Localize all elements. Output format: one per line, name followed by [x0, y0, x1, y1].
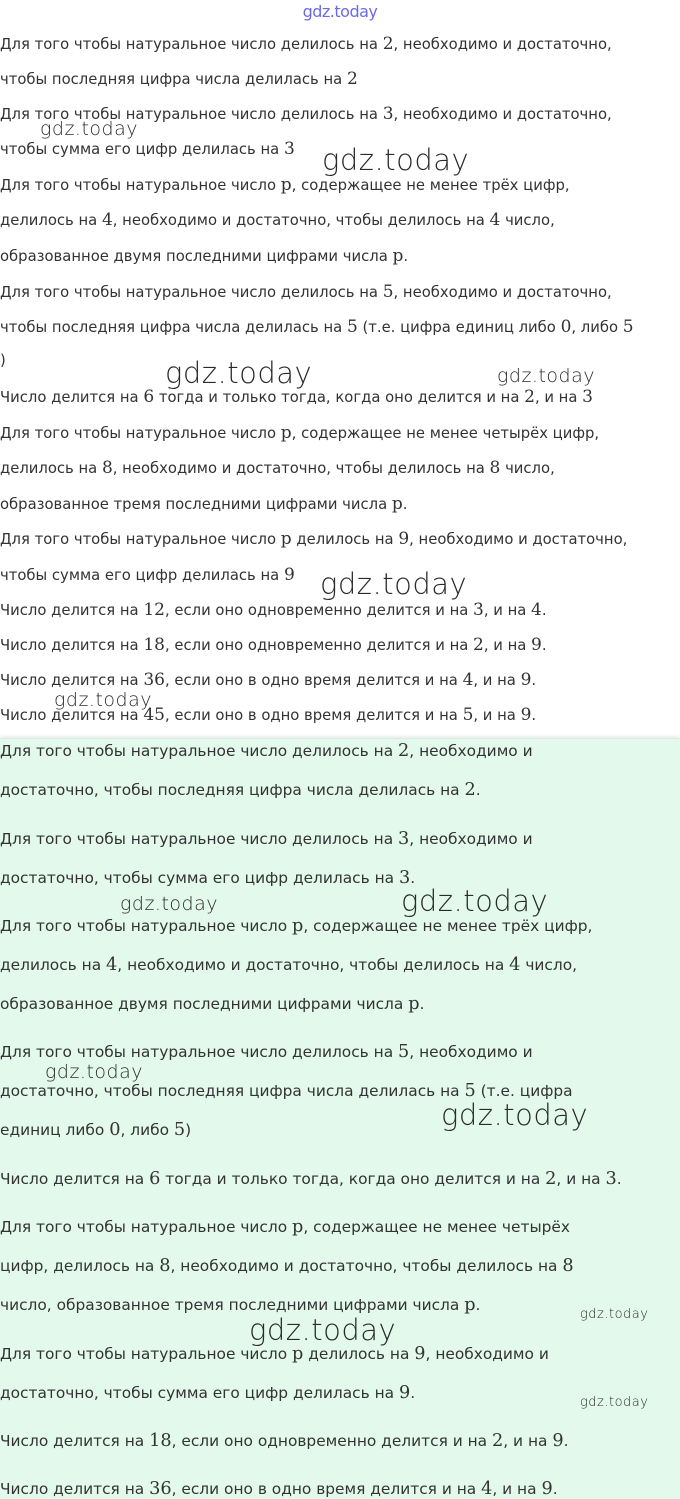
rule-text: .	[410, 1384, 416, 1402]
rule-line	[0, 1295, 480, 1315]
rule-text: , и на	[556, 1170, 606, 1188]
rule-line	[0, 104, 612, 124]
rule-text: , и на	[483, 602, 532, 619]
rule-line	[0, 670, 536, 690]
watermark: gdz.today	[580, 1395, 649, 1410]
rule-text: тогда и только тогда, когда оно делится и на	[154, 389, 525, 406]
rule-text: достаточно, чтобы сумма его цифр делилась на	[0, 869, 399, 887]
math-symbol: 0	[109, 1120, 121, 1140]
rule-line	[0, 994, 424, 1014]
rule-text: , если оно одновременно делится и на	[164, 602, 474, 619]
math-symbol: p	[292, 1344, 304, 1364]
rule-text: , если оно в одно время делится и на	[164, 672, 463, 689]
rule-text: , необходимо и достаточно, чтобы делилось на	[112, 460, 490, 477]
rule-text: образованное двумя последними цифрами числа	[0, 995, 409, 1013]
math-symbol: 2	[346, 69, 358, 89]
rule-text: единиц либо	[0, 1121, 110, 1139]
rule-text: Для того чтобы натуральное число	[0, 1345, 293, 1363]
rule-text: )	[0, 352, 6, 369]
rule-text: Для того чтобы натуральное число	[0, 917, 293, 935]
watermark: gdz.today	[40, 118, 138, 140]
rule-text: Для того чтобы натуральное число	[0, 177, 281, 194]
rule-line	[0, 1042, 533, 1062]
math-symbol: 3	[398, 868, 411, 888]
rule-text: Для того чтобы натуральное число делилось на	[0, 284, 383, 301]
rule-line	[0, 829, 533, 849]
rule-text: , и на	[534, 389, 583, 406]
rule-text: делилось на	[0, 956, 107, 974]
math-symbol: 4	[462, 670, 474, 690]
watermark: gdz.today	[249, 1313, 397, 1347]
rule-text: , и на	[492, 1480, 542, 1498]
rule-text: (т.е. цифра единиц либо	[357, 319, 561, 336]
rule-text: Число делится на	[0, 672, 144, 689]
rule-text: чтобы сумма его цифр делилась на	[0, 141, 284, 158]
math-symbol: 9	[283, 565, 295, 585]
rule-text: .	[552, 1480, 558, 1498]
math-symbol: p	[280, 529, 292, 549]
math-symbol: 9	[398, 1383, 411, 1403]
rule-text: .	[475, 781, 481, 799]
watermark: gdz.today	[45, 1061, 143, 1083]
rule-text: Для того чтобы натуральное число делилось на	[0, 36, 383, 53]
math-symbol: 5	[398, 1042, 410, 1062]
math-symbol: 4	[509, 955, 521, 975]
rule-line	[0, 246, 408, 266]
rule-text: .	[616, 1170, 622, 1188]
math-symbol: 9	[414, 1344, 426, 1364]
rule-text: .	[541, 602, 547, 619]
rule-line	[0, 210, 555, 230]
rule-line	[0, 955, 577, 975]
watermark: gdz.today	[401, 884, 549, 918]
math-symbol: 2	[398, 741, 410, 761]
math-symbol: 9	[531, 635, 542, 655]
math-symbol: 0	[560, 317, 572, 337]
math-symbol: 4	[481, 1479, 493, 1499]
rule-text: , необходимо и	[425, 1345, 549, 1363]
rule-text: , необходимо и достаточно,	[393, 106, 612, 123]
rule-text: , если оно одновременно делится и на	[164, 637, 474, 654]
math-symbol: 2	[545, 1169, 557, 1189]
rule-text: делилось на	[0, 212, 102, 229]
math-symbol: 3	[382, 104, 394, 124]
math-symbol: 36	[143, 670, 165, 690]
math-symbol: 9	[520, 670, 532, 690]
rule-text: Для того чтобы натуральное число делилось на	[0, 830, 399, 848]
watermark: gdz.today	[165, 356, 313, 390]
rule-text: .	[419, 995, 425, 1013]
math-symbol: 8	[562, 1256, 574, 1276]
rule-line	[0, 34, 612, 54]
rule-text: , и на	[473, 672, 521, 689]
math-symbol: 4	[106, 955, 118, 975]
rule-text: число,	[500, 460, 555, 477]
math-symbol: p	[391, 494, 403, 514]
math-symbol: 12	[143, 600, 165, 620]
math-symbol: 36	[149, 1479, 172, 1499]
rule-text: , содержащее не менее трёх цифр,	[303, 917, 593, 935]
rule-line	[0, 565, 295, 585]
rule-text: достаточно, чтобы сумма его цифр делилась на	[0, 1384, 399, 1402]
math-symbol: p	[408, 994, 420, 1014]
math-symbol: p	[280, 423, 292, 443]
rule-text: достаточно, чтобы последняя цифра числа делилась на	[0, 781, 465, 799]
math-symbol: 2	[464, 780, 476, 800]
rule-line	[0, 916, 592, 936]
math-symbol: 2	[473, 635, 484, 655]
rule-text: , и на	[503, 1432, 553, 1450]
rule-text: )	[185, 1121, 192, 1139]
rule-line	[0, 1383, 415, 1403]
math-symbol: 9	[398, 529, 410, 549]
rule-text: чтобы последняя цифра числа делилась на	[0, 319, 347, 336]
rule-text: Для того чтобы натуральное число делилось на	[0, 106, 383, 123]
rule-text: , и на	[483, 637, 532, 654]
math-symbol: 8	[101, 458, 113, 478]
rule-line	[0, 780, 481, 800]
site-brand[interactable]: gdz.today	[302, 2, 378, 21]
rule-text: .	[541, 637, 547, 654]
rule-text: Для того чтобы натуральное число	[0, 1218, 293, 1236]
math-symbol: 9	[552, 1431, 564, 1451]
rule-line	[0, 1120, 191, 1140]
rule-text: делилось на	[303, 1345, 415, 1363]
rule-text: делилось на	[291, 531, 399, 548]
rule-text: тогда и только тогда, когда оно делится и на	[160, 1170, 546, 1188]
rule-text: , необходимо и достаточно,	[409, 531, 628, 548]
math-symbol: 8	[489, 458, 501, 478]
math-symbol: 45	[143, 705, 165, 725]
math-symbol: 5	[462, 705, 474, 725]
rule-line	[0, 352, 6, 369]
rule-line	[0, 1169, 622, 1189]
rule-line	[0, 741, 533, 761]
math-symbol: 2	[524, 387, 535, 407]
watermark: gdz.today	[120, 893, 218, 915]
math-symbol: 3	[582, 387, 593, 407]
watermark: gdz.today	[54, 689, 152, 711]
rule-text: , либо	[120, 1121, 174, 1139]
rule-text: , и на	[473, 707, 521, 724]
rule-line	[0, 1431, 569, 1451]
math-symbol: 9	[520, 705, 532, 725]
rule-text: число, образованное тремя последними цифрами числа	[0, 1296, 465, 1314]
math-symbol: 6	[143, 387, 155, 407]
math-symbol: 4	[489, 210, 501, 230]
math-symbol: 5	[464, 1081, 476, 1101]
watermark: gdz.today	[497, 365, 595, 387]
rule-line	[0, 1344, 549, 1364]
rule-text: образованное двумя последними цифрами числа	[0, 248, 393, 265]
math-symbol: 3	[605, 1169, 617, 1189]
math-symbol: 5	[346, 317, 358, 337]
watermark: gdz.today	[322, 143, 470, 177]
rule-line	[0, 600, 547, 620]
rule-text: , если оно в одно время делится и на	[171, 1480, 482, 1498]
rule-text: Для того чтобы натуральное число	[0, 531, 281, 548]
rule-text: чтобы сумма его цифр делилась на	[0, 567, 284, 584]
rule-line	[0, 529, 627, 549]
math-symbol: p	[292, 916, 304, 936]
rule-line	[0, 1256, 574, 1276]
math-symbol: p	[392, 246, 404, 266]
math-symbol: p	[292, 1217, 304, 1237]
math-symbol: 4	[531, 600, 542, 620]
rule-line	[0, 282, 612, 302]
math-symbol: 2	[382, 34, 394, 54]
rule-line	[0, 494, 408, 514]
math-symbol: 18	[149, 1431, 172, 1451]
math-symbol: p	[280, 175, 292, 195]
rule-line	[0, 317, 634, 337]
math-symbol: 6	[149, 1169, 161, 1189]
rule-text: Число делится на	[0, 602, 144, 619]
rule-text: Число делится на	[0, 637, 144, 654]
watermark: gdz.today	[580, 1307, 649, 1322]
rule-text: .	[563, 1432, 569, 1450]
rule-text: число,	[500, 212, 555, 229]
rule-line	[0, 635, 547, 655]
math-symbol: 3	[473, 600, 484, 620]
rule-text: , необходимо и	[409, 742, 533, 760]
rule-text: , необходимо и	[409, 830, 533, 848]
rule-line	[0, 69, 358, 89]
rule-text: .	[403, 248, 409, 265]
divisibility-rules-solution	[0, 738, 680, 1499]
rule-text: Число делится на	[0, 1170, 150, 1188]
rule-text: чтобы последняя цифра числа делилась на	[0, 71, 347, 88]
rule-line	[0, 387, 593, 407]
math-symbol: 8	[159, 1256, 171, 1276]
math-symbol: 3	[283, 139, 295, 159]
math-symbol: 5	[622, 317, 634, 337]
rule-text: Число делится на	[0, 707, 144, 724]
rule-line	[0, 139, 295, 159]
rule-text: Число делится на	[0, 1480, 150, 1498]
rule-text: Для того чтобы натуральное число делилось на	[0, 1043, 399, 1061]
rule-text: , содержащее не менее трёх цифр,	[291, 177, 570, 194]
math-symbol: 3	[398, 829, 410, 849]
rule-text: , либо	[571, 319, 623, 336]
rule-line	[0, 868, 415, 888]
rule-line	[0, 1081, 573, 1101]
rule-text: цифр, делилось на	[0, 1257, 160, 1275]
rule-line	[0, 458, 555, 478]
math-symbol: 5	[382, 282, 394, 302]
rule-line	[0, 705, 536, 725]
rule-text: достаточно, чтобы последняя цифра числа делилась на	[0, 1082, 465, 1100]
rule-text: .	[475, 1296, 481, 1314]
rule-text: .	[531, 672, 537, 689]
rule-text: , содержащее не менее четырёх	[303, 1218, 570, 1236]
rule-text: Для того чтобы натуральное число	[0, 425, 281, 442]
math-symbol: 4	[101, 210, 113, 230]
rule-text: делилось на	[0, 460, 102, 477]
rule-text: (т.е. цифра	[475, 1082, 573, 1100]
rule-line	[0, 423, 599, 443]
rule-line	[0, 175, 570, 195]
rule-line	[0, 1479, 558, 1499]
math-symbol: 2	[492, 1431, 504, 1451]
rule-text: .	[531, 707, 537, 724]
rule-text: , необходимо и достаточно, чтобы делилось на	[170, 1257, 563, 1275]
rule-text: Для того чтобы натуральное число делилось на	[0, 742, 399, 760]
watermark: gdz.today	[441, 1098, 589, 1132]
rule-text: .	[410, 869, 416, 887]
rule-text: , если оно одновременно делится и на	[171, 1432, 492, 1450]
math-symbol: 9	[541, 1479, 553, 1499]
rule-text: , если оно в одно время делится и на	[164, 707, 463, 724]
divisibility-rules-list	[0, 22, 680, 738]
rule-text: образованное тремя последними цифрами числа	[0, 496, 392, 513]
rule-text: , необходимо и достаточно, чтобы делилось на	[117, 956, 510, 974]
rule-text: , необходимо и достаточно, чтобы делилось на	[112, 212, 490, 229]
rule-text: , необходимо и достаточно,	[393, 36, 612, 53]
rule-text: число,	[520, 956, 578, 974]
math-symbol: 5	[173, 1120, 186, 1140]
rule-text: , необходимо и достаточно,	[393, 284, 612, 301]
rule-line	[0, 1217, 570, 1237]
rule-text: , необходимо и	[409, 1043, 533, 1061]
math-symbol: 18	[143, 635, 165, 655]
rule-text: .	[402, 496, 408, 513]
rule-text: , содержащее не менее четырёх цифр,	[291, 425, 600, 442]
math-symbol: p	[464, 1295, 476, 1315]
rule-text: Число делится на	[0, 389, 144, 406]
watermark: gdz.today	[320, 567, 468, 601]
rule-text: Число делится на	[0, 1432, 150, 1450]
